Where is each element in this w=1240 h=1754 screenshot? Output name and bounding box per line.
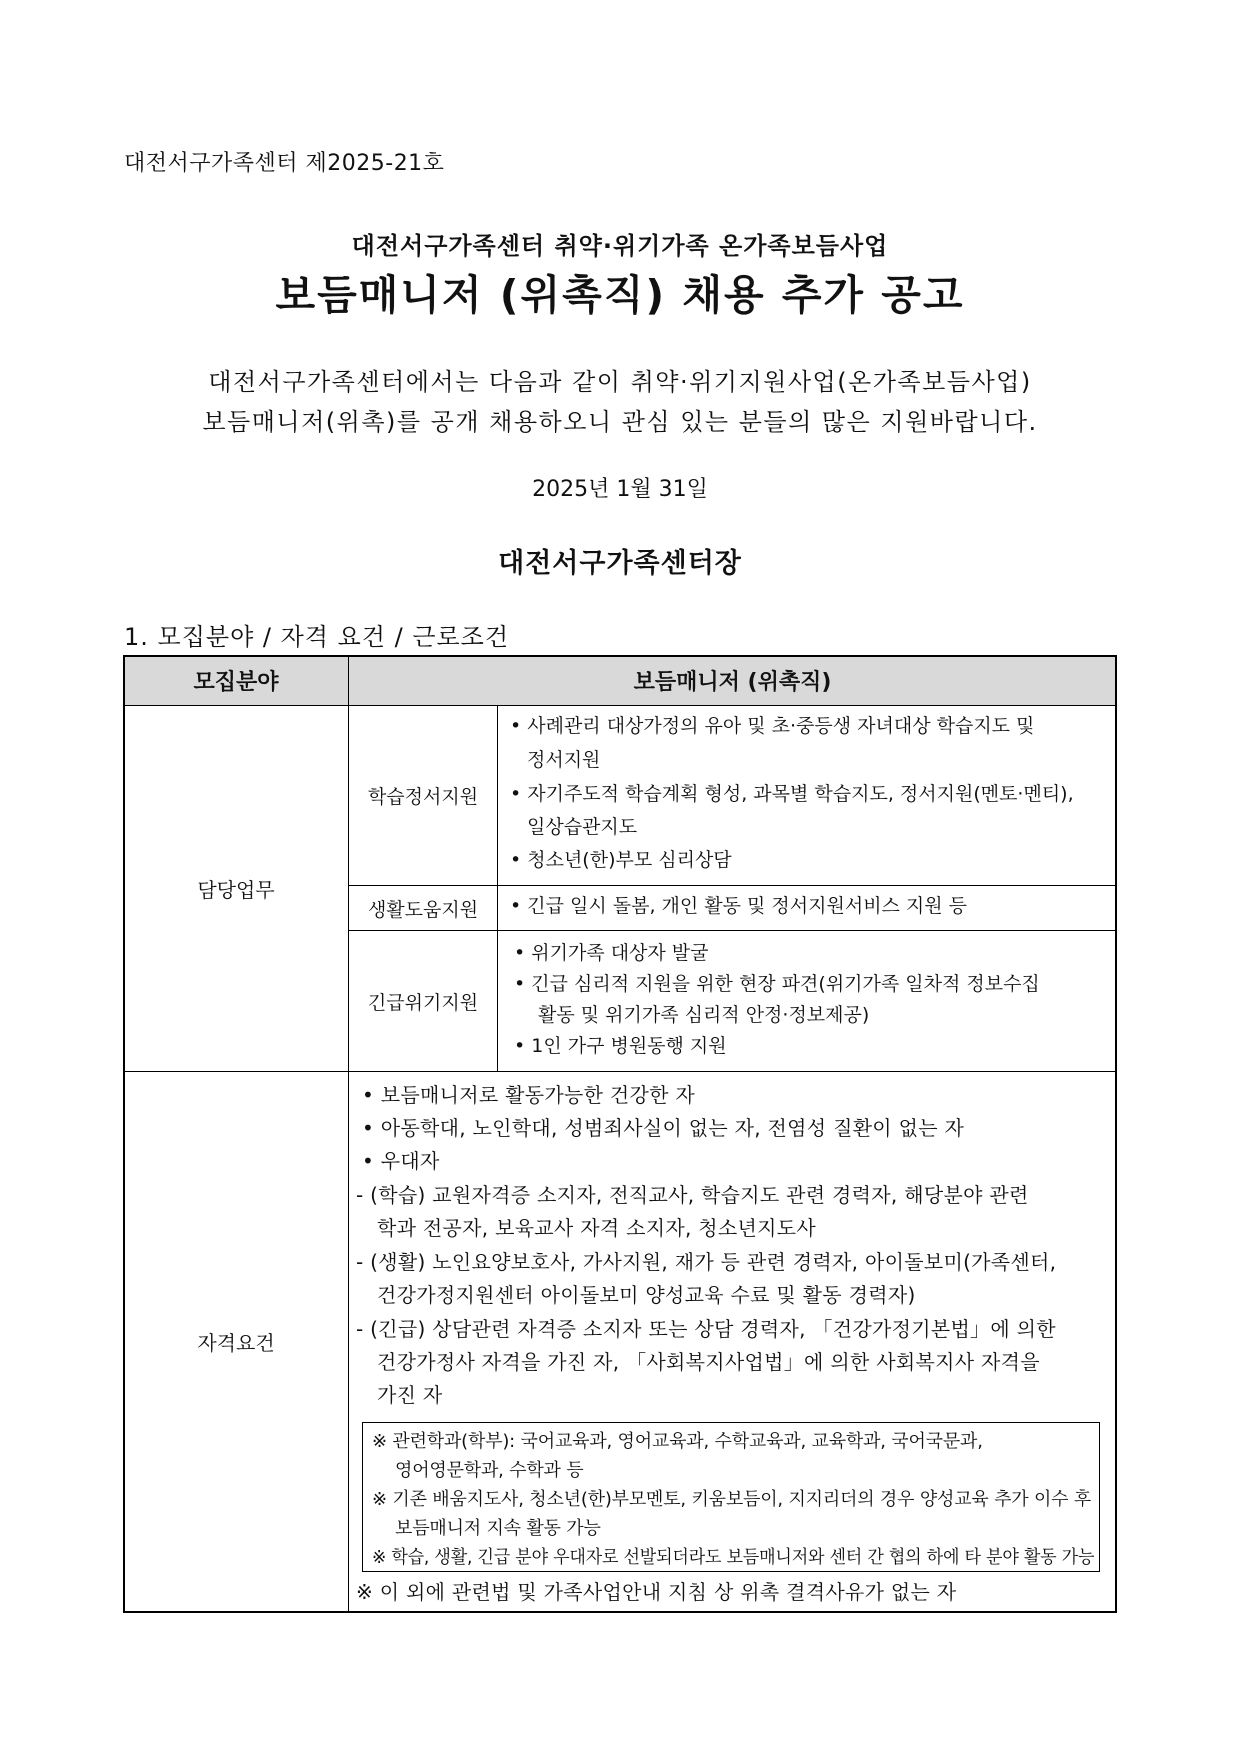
announcement-title: 보듬매니저 (위촉직) 채용 추가 공고 <box>275 271 965 319</box>
organization-head: 대전서구가족센터장 <box>498 548 742 579</box>
qualification-line: 가진 자 <box>377 1383 443 1407</box>
duties-label: 담당업무 <box>197 878 275 902</box>
qualification-line: 건강가정사 자격을 가진 자, 「사회복지사업법」에 의한 사회복지사 자격을 <box>377 1350 1040 1374</box>
table-border <box>124 1611 1116 1613</box>
duty-line: • 긴급 일시 돌봄, 개인 활동 및 정서지원서비스 지원 등 <box>510 895 968 917</box>
header-recruitment-field: 모집분야 <box>193 670 279 695</box>
note-line: ※ 학습, 생활, 긴급 분야 우대자로 선발되더라도 보듬매니저와 센터 간 협의 하에 타 분야 활동 가능 <box>372 1547 1095 1568</box>
duty-name: 생활도움지원 <box>367 898 479 921</box>
qualification-line: • 보듬매니저로 활동가능한 건강한 자 <box>362 1083 696 1107</box>
intro-line: 대전서구가족센터에서는 다음과 같이 취약·위기지원사업(온가족보듬사업) <box>208 368 1032 396</box>
duty-line: 일상습관지도 <box>527 816 638 838</box>
note-line: ※ 관련학과(학부): 국어교육과, 영어교육과, 수학교육과, 교육학과, 국어국문과, <box>372 1431 983 1452</box>
qualifications-label: 자격요건 <box>197 1331 275 1355</box>
document-number: 대전서구가족센터 제2025-21호 <box>124 151 445 176</box>
note-line: 보듬매니저 지속 활동 가능 <box>395 1518 601 1539</box>
duty-name: 긴급위기지원 <box>367 991 479 1014</box>
note-line: ※ 기존 배움지도사, 청소년(한)부모멘토, 키움보듬이, 지지리더의 경우 양성교육 추가 이수 후 <box>372 1489 1092 1510</box>
duty-line: • 1인 가구 병원동행 지원 <box>514 1035 727 1057</box>
duty-line: 정서지원 <box>527 749 601 771</box>
qualification-line: - (학습) 교원자격증 소지자, 전직교사, 학습지도 관련 경력자, 해당분야 관련 <box>356 1183 1029 1207</box>
qualification-footer: ※ 이 외에 관련법 및 가족사업안내 지침 상 위촉 결격사유가 없는 자 <box>356 1580 957 1604</box>
table-border <box>1115 655 1117 1613</box>
duty-line: • 사례관리 대상가정의 유아 및 초·중등생 자녀대상 학습지도 및 <box>510 715 1035 737</box>
duty-name: 학습정서지원 <box>367 786 479 808</box>
qualification-line: 건강가정지원센터 아이돌보미 양성교육 수료 및 활동 경력자) <box>377 1283 916 1307</box>
section-title: 1. 모집분야 / 자격 요건 / 근로조건 <box>124 623 510 651</box>
qualification-line: - (긴급) 상담관련 자격증 소지자 또는 상담 경력자, 「건강가정기본법」에 의한 <box>356 1317 1056 1341</box>
duty-line: 활동 및 위기가족 심리적 안정·정보제공) <box>538 1004 870 1026</box>
announcement-date: 2025년 1월 31일 <box>532 477 708 502</box>
qualification-line: • 우대자 <box>362 1149 440 1173</box>
duty-line: • 위기가족 대상자 발굴 <box>514 942 709 964</box>
qualification-line: 학과 전공자, 보육교사 자격 소지자, 청소년지도사 <box>377 1216 817 1240</box>
intro-line: 보듬매니저(위촉)를 공개 채용하오니 관심 있는 분들의 많은 지원바랍니다. <box>202 408 1038 436</box>
note-line: 영어영문학과, 수학과 등 <box>395 1460 584 1481</box>
qualification-line: - (생활) 노인요양보호사, 가사지원, 재가 등 관련 경력자, 아이돌보미(가족센터, <box>356 1250 1057 1274</box>
duty-line: • 자기주도적 학습계획 형성, 과목별 학습지도, 정서지원(멘토·멘티), <box>510 783 1074 805</box>
duty-line: • 청소년(한)부모 심리상담 <box>510 849 732 871</box>
table-divider <box>497 705 498 1071</box>
duty-line: • 긴급 심리적 지원을 위한 현장 파견(위기가족 일차적 정보수집 <box>514 973 1040 995</box>
header-position: 보듬매니저 (위촉직) <box>633 670 832 695</box>
announcement-subtitle: 대전서구가족센터 취약·위기가족 온가족보듬사업 <box>351 232 889 260</box>
qualification-line: • 아동학대, 노인학대, 성범죄사실이 없는 자, 전염성 질환이 없는 자 <box>362 1116 965 1140</box>
